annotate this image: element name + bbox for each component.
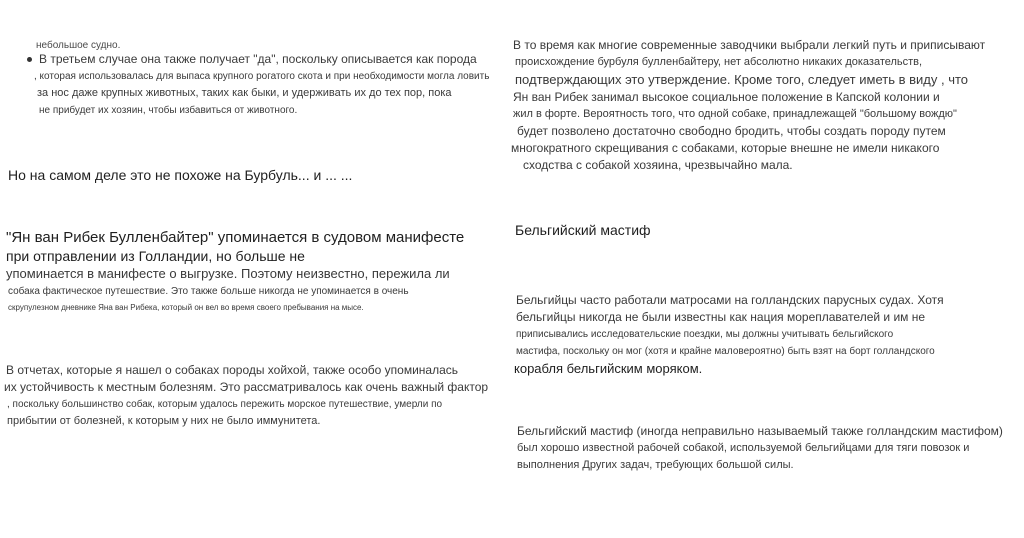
bullet-line: не прибудет их хозяин, чтобы избавиться от животного. — [39, 105, 298, 116]
intro-line: небольшое судно. — [36, 40, 121, 51]
breeders-paragraph — [511, 37, 985, 174]
mastiff-paragraph — [515, 423, 1003, 474]
paragraph-line: Ян ван Рибек занимал высокое социальное положение в Капской колонии и — [513, 90, 940, 104]
paragraph-line: прибытии от болезней, к которым у них не было иммунитета. — [7, 415, 321, 427]
bullet-line: за нос даже крупных животных, таких как быки, и удерживать их до тех пор, пока — [37, 87, 452, 99]
paragraph-line: жил в форте. Вероятность того, что одной собаке, принадлежащей "большому вождю" — [513, 108, 957, 120]
bullet-line: , которая использовалась для выпаса крупного рогатого скота и при необходимости могла ловить — [34, 71, 490, 82]
paragraph-line: , поскольку большинство собак, которым удалось пережить морское путешествие, умерли по — [7, 399, 443, 410]
paragraph-line: приписывались исследовательские поездки, мы должны учитывать бельгийского — [516, 329, 894, 340]
paragraph-line: упоминается в манифесте о выгрузке. Поэтому неизвестно, пережила ли — [6, 266, 450, 281]
paragraph-line: происхождение бурбуля булленбайтеру, нет абсолютно никаких доказательств, — [515, 56, 923, 68]
manifest-paragraph — [6, 228, 464, 316]
paragraph-line: многократного скрещивания с собаками, которые внешне не имели никакого — [511, 141, 940, 155]
paragraph-line: при отправлении из Голландии, но больше не — [6, 248, 305, 264]
bullet-dot-icon — [27, 57, 32, 62]
paragraph-line: скрупулезном дневнике Яна ван Рибека, который он вел во время своего пребывания на мысе. — [8, 303, 364, 312]
paragraph-line: бельгийцы никогда не были известны как нация мореплавателей и им не — [516, 310, 926, 324]
paragraph-line: был хорошо известной рабочей собакой, используемой бельгийцами для тяги повозок и — [517, 442, 970, 454]
paragraph-line: мастифа, поскольку он мог (хотя и крайне маловероятно) быть взят на борт голландского — [516, 346, 935, 357]
paragraph-line: подтверждающих это утверждение. Кроме того, следует иметь в виду , что — [515, 72, 969, 87]
section-heading: Бельгийский мастиф — [515, 222, 651, 238]
paragraph-line: Бельгийский мастиф (иногда неправильно называемый также голландским мастифом) — [517, 424, 1003, 438]
section-heading: Но на самом деле это не похоже на Бурбуль... и ... ... — [8, 167, 353, 183]
paragraph-line: Бельгийцы часто работали матросами на голландских парусных судах. Хотя — [516, 293, 944, 307]
paragraph-line: корабля бельгийским моряком. — [514, 361, 703, 376]
paragraph-line: сходства с собакой хозяина, чрезвычайно мала. — [523, 158, 793, 172]
paragraph-line: их устойчивость к местным болезням. Это рассматривалось как очень важный фактор — [4, 380, 489, 394]
paragraph-line: выполнения Других задач, требующих большой силы. — [517, 459, 794, 471]
paragraph-line: "Ян ван Рибек Булленбайтер" упоминается в судовом манифесте — [6, 229, 465, 246]
paragraph-line: собака фактическое путешествие. Это также больше никогда не упоминается в очень — [8, 286, 409, 297]
sailors-paragraph — [514, 292, 944, 378]
bullet-line: В третьем случае она также получает "да", поскольку описывается как порода — [39, 52, 477, 66]
paragraph-line: будет позволено достаточно свободно бродить, чтобы создать породу путем — [517, 124, 946, 138]
paragraph-line: В то время как многие современные заводчики выбрали легкий путь и приписывают — [513, 38, 986, 52]
reports-paragraph — [4, 362, 488, 430]
paragraph-line: В отчетах, которые я нашел о собаках породы хойхой, также особо упоминалась — [6, 363, 458, 377]
